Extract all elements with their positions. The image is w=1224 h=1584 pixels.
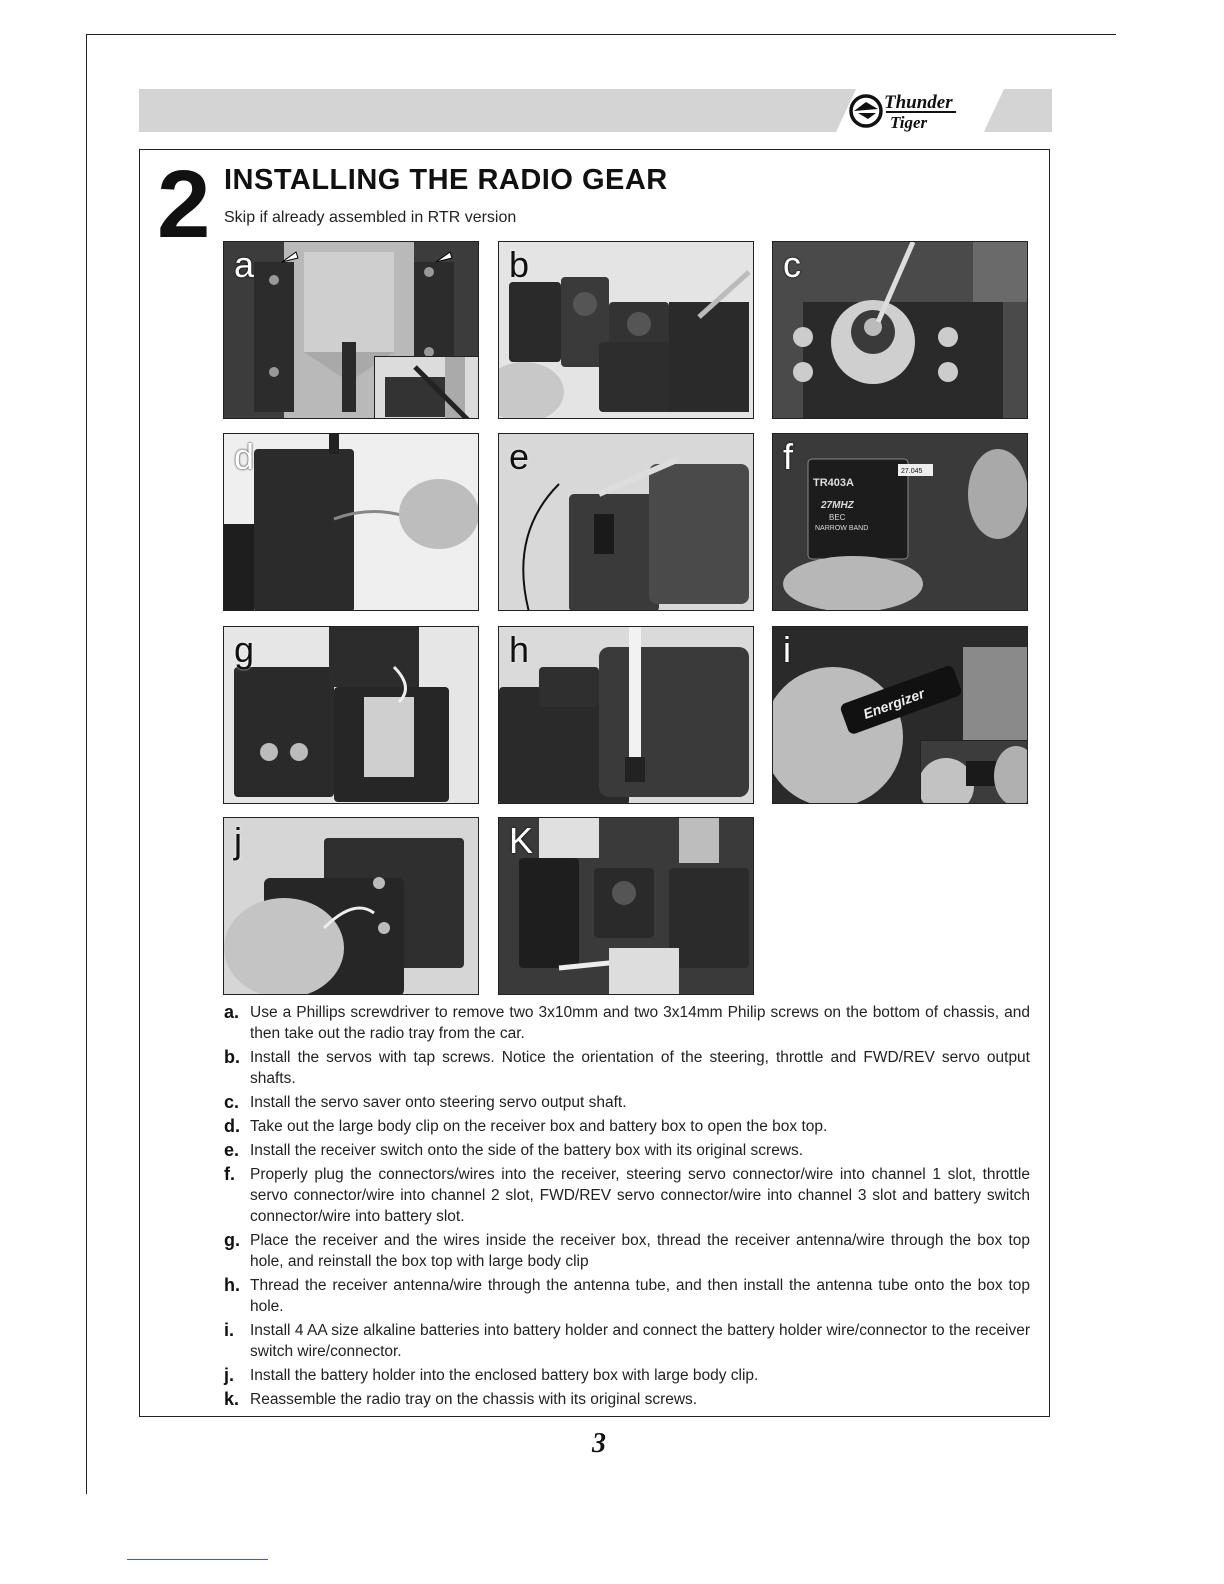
instruction-item (224, 1116, 1030, 1137)
photo-letter-b: b (509, 244, 530, 285)
instruction-item (224, 1365, 1030, 1386)
instruction-label: d. (224, 1116, 240, 1136)
step-title: INSTALLING THE RADIO GEAR (224, 164, 668, 196)
instruction-label: a. (224, 1002, 240, 1022)
instruction-text: Properly plug the connectors/wires into the receiver, steering servo connector/wire into channel 1 slot, throttle servo connector/wire into channel 2 slot, FWD/REV servo connector/wire into channel 3 slot and battery switch connector/wire into battery slot. (250, 1166, 1030, 1225)
instruction-label: f. (224, 1164, 235, 1184)
crop-line-top (86, 34, 1116, 35)
bottom-underline (127, 1559, 268, 1560)
instruction-text: Take out the large body clip on the receiver box and battery box to open the box top. (250, 1118, 828, 1135)
page-number: 3 (592, 1428, 606, 1459)
instruction-label: b. (224, 1047, 240, 1067)
instruction-item (224, 1230, 1030, 1272)
step-subtitle: Skip if already assembled in RTR version (224, 209, 517, 226)
thunder-tiger-logo (846, 88, 996, 134)
instruction-label: h. (224, 1275, 240, 1295)
photo-g (223, 626, 479, 804)
step-number: 2 (157, 151, 211, 258)
photo-letter-e: e (509, 436, 530, 477)
photo-c (772, 241, 1028, 419)
photo-letter-j: j (234, 820, 242, 861)
photo-letter-i: i (783, 629, 791, 670)
instruction-text: Reassemble the radio tray on the chassis with its original screws. (250, 1391, 698, 1408)
battery-label: Energizer (861, 685, 927, 722)
instruction-text: Install the receiver switch onto the side of the battery box with its original screws. (250, 1142, 804, 1159)
instruction-label: e. (224, 1140, 240, 1160)
photo-b (498, 241, 754, 419)
instruction-label: c. (224, 1092, 240, 1112)
photo-i-inset (920, 740, 1028, 804)
instruction-label: k. (224, 1389, 240, 1409)
photo-letter-g: g (234, 629, 255, 670)
instruction-item (224, 1047, 1030, 1089)
photo-f (772, 433, 1028, 611)
instruction-text: Thread the receiver antenna/wire through the antenna tube, and then install the antenna tube onto the box top hole. (250, 1277, 1030, 1315)
photo-k (498, 817, 754, 995)
photo-h (498, 626, 754, 804)
receiver-freq: 27MHZ (821, 500, 854, 511)
instruction-item (224, 1002, 1030, 1044)
instruction-item (224, 1389, 1030, 1410)
instruction-text: Place the receiver and the wires inside the receiver box, thread the receiver antenna/wire through the box top hole, and reinstall the box top with large body clip (250, 1232, 1030, 1270)
receiver-label: TR403A (813, 477, 854, 489)
instruction-label: j. (224, 1365, 235, 1385)
photo-i (772, 626, 1028, 804)
photo-letter-k: K (509, 820, 534, 861)
instruction-text: Install 4 AA size alkaline batteries into battery holder and connect the battery holder wire/connector to the receiver switch wire/connector. (250, 1322, 1030, 1360)
logo-text-line1: Thunder (884, 92, 953, 113)
instruction-text: Install the battery holder into the enclosed battery box with large body clip. (250, 1367, 759, 1384)
photo-e (498, 433, 754, 611)
instruction-item (224, 1275, 1030, 1317)
crop-line-left (86, 34, 87, 1494)
receiver-bec: BEC (829, 513, 846, 522)
photo-letter-d: d (234, 436, 255, 477)
photo-a (223, 241, 479, 419)
instructions-list (224, 1002, 1030, 1413)
photo-letter-c: c (783, 244, 801, 285)
photo-j (223, 817, 479, 995)
instruction-item (224, 1164, 1030, 1227)
instruction-item (224, 1320, 1030, 1362)
instruction-text: Install the servos with tap screws. Notice the orientation of the steering, throttle and FWD/REV servo output shafts. (250, 1049, 1030, 1087)
instruction-item (224, 1140, 1030, 1161)
photo-letter-a: a (234, 244, 255, 285)
instruction-label: i. (224, 1320, 235, 1340)
instruction-label: g. (224, 1230, 240, 1250)
crystal-label: 27.045 (901, 468, 923, 475)
photo-letter-f: f (783, 436, 794, 477)
photo-letter-h: h (509, 629, 530, 670)
logo-text-line2: Tiger (890, 113, 928, 132)
photo-d (223, 433, 479, 611)
receiver-band: NARROW BAND (815, 525, 869, 532)
photo-a-inset (374, 356, 479, 419)
instruction-text: Install the servo saver onto steering servo output shaft. (250, 1094, 627, 1111)
instruction-text: Use a Phillips screwdriver to remove two 3x10mm and two 3x14mm Philip screws on the bottom of chassis, and then take out the radio tray from the car. (250, 1004, 1030, 1042)
instruction-item (224, 1092, 1030, 1113)
